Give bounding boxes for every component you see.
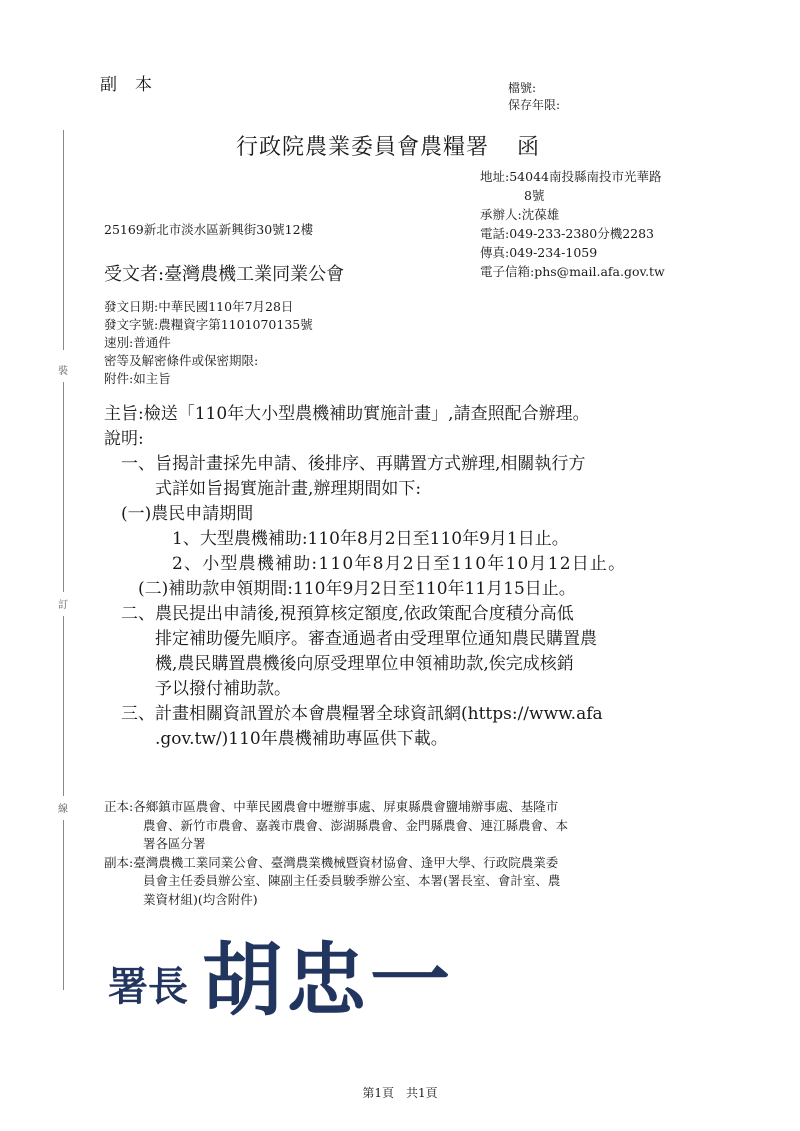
total-pages: 共1頁 bbox=[406, 1086, 438, 1100]
binding-dash bbox=[63, 382, 64, 592]
sender-info bbox=[480, 167, 665, 281]
attachment: 附件:如主旨 bbox=[104, 371, 171, 386]
signature-title: 署長 bbox=[108, 964, 188, 1010]
item-2-cont: 予以撥付補助款。 bbox=[155, 679, 291, 699]
phone: 電話:049-233-2380分機2283 bbox=[480, 226, 654, 241]
binding-dash bbox=[63, 130, 64, 350]
sender-address-cont: 8號 bbox=[524, 188, 545, 203]
security-class: 密等及解密條件或保密期限: bbox=[104, 353, 259, 368]
email: 電子信箱:phs@mail.afa.gov.tw bbox=[480, 264, 665, 279]
retention-period: 保存年限: bbox=[508, 98, 561, 112]
sender-address: 地址:54044南投縣南投市光華路 bbox=[480, 169, 662, 184]
document-title bbox=[236, 130, 540, 161]
fax: 傳真:049-234-1059 bbox=[480, 245, 598, 260]
copy-mark: 副本 bbox=[100, 75, 170, 95]
sub-item-2: (二)補助款申領期間:110年9月2日至110年11月15日止。 bbox=[138, 579, 576, 599]
binding-dash bbox=[63, 820, 64, 990]
sub-item-1a: 1、大型農機補助:110年8月2日至110年9月1日止。 bbox=[172, 529, 569, 549]
item-1: 一、旨揭計畫採先申請、後排序、再購置方式辦理,相關執行方 bbox=[121, 454, 586, 474]
binding-line bbox=[58, 130, 70, 990]
signature-name: 胡忠一 bbox=[202, 934, 454, 1018]
signature-stamp bbox=[106, 928, 486, 1018]
page-number bbox=[0, 1084, 800, 1101]
copy-recipients-cont: 員會主任委員辦公室、陳副主任委員駿季辦公室、本署(署長室、會計室、農 bbox=[143, 873, 561, 888]
issue-date: 發文日期:中華民國110年7月28日 bbox=[104, 299, 294, 314]
copy-recipients: 副本:臺灣農機工業同業公會、臺灣農業機械暨資材協會、逢甲大學、行政院農業委 bbox=[104, 854, 559, 870]
item-1-cont: 式詳如旨揭實施計畫,辦理期間如下: bbox=[155, 479, 422, 499]
speed-class: 速別:普通件 bbox=[104, 335, 171, 350]
item-3: 三、計畫相關資訊置於本會農糧署全球資訊網(https://www.afa bbox=[121, 704, 603, 724]
item-3-cont: .gov.tw/)110年農機補助專區供下載。 bbox=[155, 729, 448, 749]
distribution-list bbox=[104, 798, 568, 909]
sub-item-1: (一)農民申請期間 bbox=[121, 504, 254, 524]
file-number: 檔號: bbox=[508, 81, 537, 95]
recipient-address: 25169新北市淡水區新興街30號12樓 bbox=[104, 222, 314, 237]
main-recipients: 正本:各鄉鎮市區農會、中華民國農會中壢辦事處、屏東縣農會鹽埔辦事處、基隆市 bbox=[104, 799, 559, 814]
binding-mark: 裝 bbox=[58, 366, 68, 377]
document-type: 函 bbox=[517, 135, 541, 160]
binding-mark: 線 bbox=[58, 804, 68, 815]
handler: 承辦人:沈葆雄 bbox=[480, 207, 560, 222]
item-2-cont: 排定補助優先順序。審查通過者由受理單位通知農民購置農 bbox=[155, 629, 597, 649]
binding-dash bbox=[63, 616, 64, 796]
item-2: 二、農民提出申請後,視預算核定額度,依政策配合度積分高低 bbox=[121, 604, 574, 624]
item-2-cont: 機,農民購置農機後向原受理單位申領補助款,俟完成核銷 bbox=[155, 654, 574, 674]
document-number: 發文字號:農糧資字第1101070135號 bbox=[104, 317, 313, 332]
sub-item-1b: 2、小型農機補助:110年8月2日至110年10月12日止。 bbox=[172, 554, 627, 574]
copy-recipients-cont: 業資材組)(均含附件) bbox=[143, 891, 258, 907]
current-page: 第1頁 bbox=[362, 1086, 394, 1100]
binding-mark: 訂 bbox=[58, 600, 68, 611]
subject: 主旨:檢送「110年大小型農機補助實施計畫」,請查照配合辦理。 bbox=[104, 404, 590, 424]
main-recipients-cont: 農會、新竹市農會、嘉義市農會、澎湖縣農會、金門縣農會、連江縣農會、本 bbox=[143, 817, 569, 833]
recipient: 受文者:臺灣農機工業同業公會 bbox=[104, 264, 345, 285]
document-body bbox=[104, 402, 626, 752]
file-meta bbox=[508, 80, 560, 114]
main-recipients-cont: 署各區分署 bbox=[143, 836, 206, 851]
agency-name: 行政院農業委員會農糧署 bbox=[236, 135, 490, 160]
explanation-label: 說明: bbox=[104, 429, 144, 449]
document-meta bbox=[104, 298, 313, 388]
